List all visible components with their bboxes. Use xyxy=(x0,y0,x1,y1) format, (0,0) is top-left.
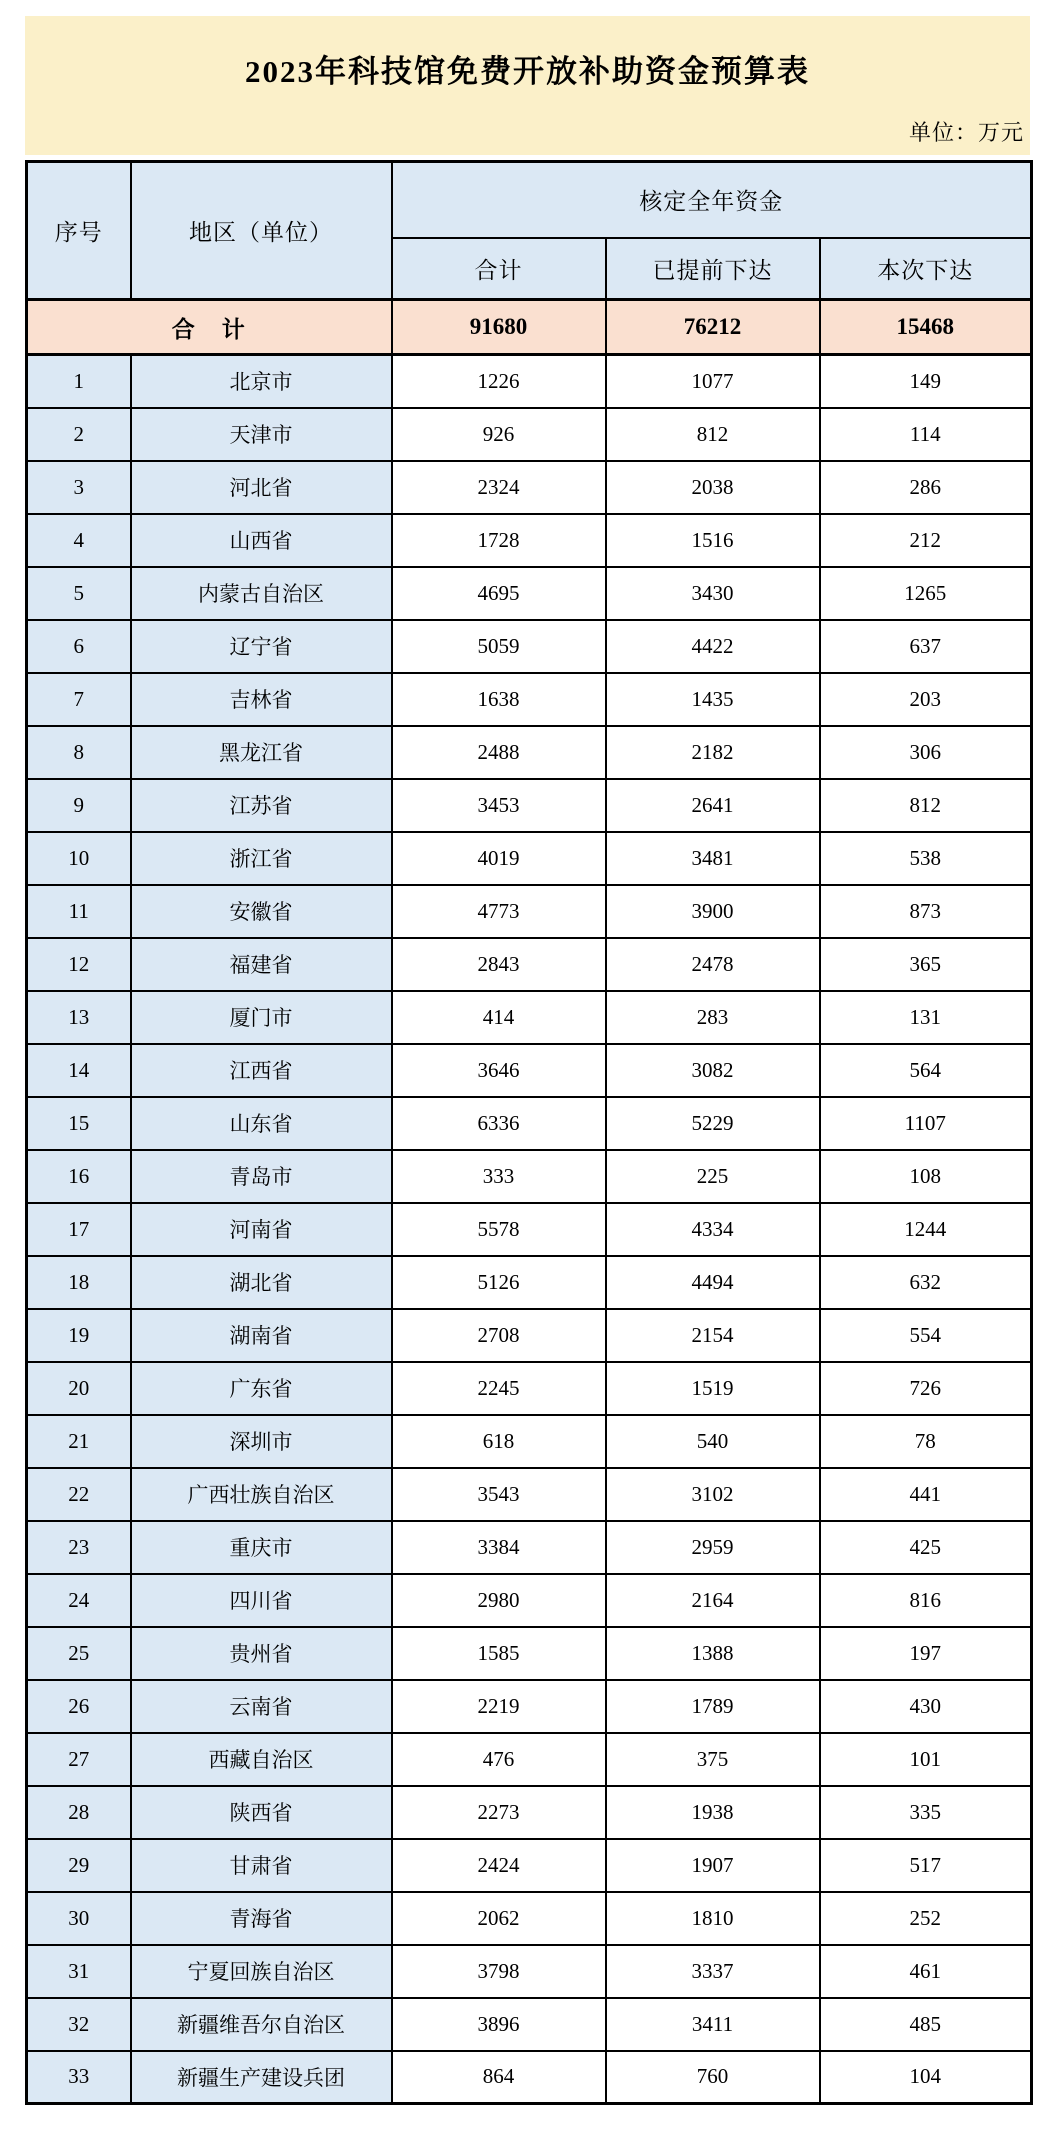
cell-index: 23 xyxy=(27,1521,131,1574)
table-row xyxy=(27,2051,1032,2104)
cell-total: 2843 xyxy=(392,938,606,991)
cell-index: 24 xyxy=(27,1574,131,1627)
table-row xyxy=(27,1786,1032,1839)
table-row xyxy=(27,461,1032,514)
cell-total: 618 xyxy=(392,1415,606,1468)
cell-total: 926 xyxy=(392,408,606,461)
cell-advance: 2478 xyxy=(606,938,820,991)
cell-current: 365 xyxy=(820,938,1032,991)
cell-total: 2062 xyxy=(392,1892,606,1945)
cell-index: 28 xyxy=(27,1786,131,1839)
table-row xyxy=(27,1362,1032,1415)
cell-current: 812 xyxy=(820,779,1032,832)
table-row xyxy=(27,832,1032,885)
cell-current: 335 xyxy=(820,1786,1032,1839)
cell-index: 29 xyxy=(27,1839,131,1892)
cell-current: 554 xyxy=(820,1309,1032,1362)
cell-current: 78 xyxy=(820,1415,1032,1468)
cell-current: 212 xyxy=(820,514,1032,567)
cell-current: 1265 xyxy=(820,567,1032,620)
cell-advance: 1388 xyxy=(606,1627,820,1680)
cell-region: 河北省 xyxy=(131,461,392,514)
cell-current: 425 xyxy=(820,1521,1032,1574)
cell-region: 内蒙古自治区 xyxy=(131,567,392,620)
cell-index: 11 xyxy=(27,885,131,938)
cell-advance: 4494 xyxy=(606,1256,820,1309)
cell-region: 江西省 xyxy=(131,1044,392,1097)
cell-advance: 1516 xyxy=(606,514,820,567)
cell-advance: 3337 xyxy=(606,1945,820,1998)
table-row xyxy=(27,726,1032,779)
cell-index: 10 xyxy=(27,832,131,885)
cell-index: 9 xyxy=(27,779,131,832)
cell-current: 726 xyxy=(820,1362,1032,1415)
cell-current: 637 xyxy=(820,620,1032,673)
cell-region: 青岛市 xyxy=(131,1150,392,1203)
cell-index: 26 xyxy=(27,1680,131,1733)
cell-current: 149 xyxy=(820,355,1032,408)
table-header xyxy=(27,162,1032,300)
cell-advance: 2164 xyxy=(606,1574,820,1627)
cell-advance: 225 xyxy=(606,1150,820,1203)
cell-advance: 3430 xyxy=(606,567,820,620)
cell-region: 云南省 xyxy=(131,1680,392,1733)
cell-region: 浙江省 xyxy=(131,832,392,885)
cell-total: 3453 xyxy=(392,779,606,832)
header-cell-region: 地区（单位） xyxy=(131,162,392,300)
cell-total: 2273 xyxy=(392,1786,606,1839)
total-row-total: 91680 xyxy=(392,300,606,355)
cell-advance: 1435 xyxy=(606,673,820,726)
header-row-top xyxy=(27,162,1032,238)
cell-total: 476 xyxy=(392,1733,606,1786)
cell-index: 2 xyxy=(27,408,131,461)
table-row xyxy=(27,1574,1032,1627)
cell-region: 深圳市 xyxy=(131,1415,392,1468)
budget-table xyxy=(25,160,1033,2105)
cell-advance: 4334 xyxy=(606,1203,820,1256)
cell-index: 33 xyxy=(27,2051,131,2104)
cell-region: 湖北省 xyxy=(131,1256,392,1309)
cell-advance: 4422 xyxy=(606,620,820,673)
cell-index: 8 xyxy=(27,726,131,779)
cell-advance: 1077 xyxy=(606,355,820,408)
cell-total: 2324 xyxy=(392,461,606,514)
title-band xyxy=(25,16,1030,155)
cell-region: 北京市 xyxy=(131,355,392,408)
header-cell-total: 合计 xyxy=(392,238,606,300)
table-row xyxy=(27,1203,1032,1256)
cell-current: 538 xyxy=(820,832,1032,885)
cell-region: 西藏自治区 xyxy=(131,1733,392,1786)
cell-current: 873 xyxy=(820,885,1032,938)
table-row xyxy=(27,673,1032,726)
cell-total: 2245 xyxy=(392,1362,606,1415)
table-row xyxy=(27,1415,1032,1468)
cell-region: 黑龙江省 xyxy=(131,726,392,779)
cell-advance: 283 xyxy=(606,991,820,1044)
cell-region: 广东省 xyxy=(131,1362,392,1415)
table-row xyxy=(27,1309,1032,1362)
cell-current: 252 xyxy=(820,1892,1032,1945)
cell-advance: 3102 xyxy=(606,1468,820,1521)
table-row xyxy=(27,1892,1032,1945)
cell-current: 108 xyxy=(820,1150,1032,1203)
cell-current: 461 xyxy=(820,1945,1032,1998)
cell-advance: 3411 xyxy=(606,1998,820,2051)
cell-region: 江苏省 xyxy=(131,779,392,832)
cell-advance: 3082 xyxy=(606,1044,820,1097)
cell-total: 3798 xyxy=(392,1945,606,1998)
table-row xyxy=(27,1097,1032,1150)
cell-index: 27 xyxy=(27,1733,131,1786)
header-cell-group: 核定全年资金 xyxy=(392,162,1032,238)
cell-region: 山西省 xyxy=(131,514,392,567)
cell-index: 31 xyxy=(27,1945,131,1998)
table-row xyxy=(27,1256,1032,1309)
cell-advance: 2641 xyxy=(606,779,820,832)
table-row xyxy=(27,620,1032,673)
cell-region: 广西壮族自治区 xyxy=(131,1468,392,1521)
cell-total: 2980 xyxy=(392,1574,606,1627)
cell-advance: 540 xyxy=(606,1415,820,1468)
cell-region: 吉林省 xyxy=(131,673,392,726)
cell-current: 104 xyxy=(820,2051,1032,2104)
cell-total: 4773 xyxy=(392,885,606,938)
table-row xyxy=(27,1733,1032,1786)
total-row-current: 15468 xyxy=(820,300,1032,355)
cell-index: 17 xyxy=(27,1203,131,1256)
cell-advance: 1907 xyxy=(606,1839,820,1892)
total-row-advance: 76212 xyxy=(606,300,820,355)
cell-current: 101 xyxy=(820,1733,1032,1786)
cell-advance: 2154 xyxy=(606,1309,820,1362)
cell-region: 河南省 xyxy=(131,1203,392,1256)
cell-current: 114 xyxy=(820,408,1032,461)
header-cell-index: 序号 xyxy=(27,162,131,300)
table-row xyxy=(27,514,1032,567)
cell-current: 1244 xyxy=(820,1203,1032,1256)
cell-index: 15 xyxy=(27,1097,131,1150)
cell-total: 3646 xyxy=(392,1044,606,1097)
cell-current: 131 xyxy=(820,991,1032,1044)
cell-region: 湖南省 xyxy=(131,1309,392,1362)
cell-region: 福建省 xyxy=(131,938,392,991)
cell-advance: 2182 xyxy=(606,726,820,779)
cell-total: 5126 xyxy=(392,1256,606,1309)
cell-total: 333 xyxy=(392,1150,606,1203)
cell-region: 四川省 xyxy=(131,1574,392,1627)
cell-total: 5578 xyxy=(392,1203,606,1256)
cell-total: 2488 xyxy=(392,726,606,779)
cell-advance: 812 xyxy=(606,408,820,461)
cell-total: 5059 xyxy=(392,620,606,673)
cell-advance: 3900 xyxy=(606,885,820,938)
cell-index: 6 xyxy=(27,620,131,673)
cell-current: 441 xyxy=(820,1468,1032,1521)
cell-current: 517 xyxy=(820,1839,1032,1892)
cell-total: 2219 xyxy=(392,1680,606,1733)
cell-total: 414 xyxy=(392,991,606,1044)
cell-index: 21 xyxy=(27,1415,131,1468)
table-row xyxy=(27,408,1032,461)
cell-advance: 1519 xyxy=(606,1362,820,1415)
table-row xyxy=(27,567,1032,620)
cell-current: 306 xyxy=(820,726,1032,779)
cell-region: 新疆维吾尔自治区 xyxy=(131,1998,392,2051)
cell-region: 天津市 xyxy=(131,408,392,461)
cell-total: 3543 xyxy=(392,1468,606,1521)
cell-total: 1638 xyxy=(392,673,606,726)
cell-current: 632 xyxy=(820,1256,1032,1309)
cell-total: 3896 xyxy=(392,1998,606,2051)
cell-index: 16 xyxy=(27,1150,131,1203)
table-body xyxy=(27,300,1032,2104)
cell-total: 1226 xyxy=(392,355,606,408)
cell-index: 14 xyxy=(27,1044,131,1097)
cell-current: 286 xyxy=(820,461,1032,514)
table-row xyxy=(27,1627,1032,1680)
table-row xyxy=(27,1839,1032,1892)
cell-advance: 760 xyxy=(606,2051,820,2104)
table-row xyxy=(27,1998,1032,2051)
table-row xyxy=(27,1521,1032,1574)
cell-advance: 5229 xyxy=(606,1097,820,1150)
cell-index: 13 xyxy=(27,991,131,1044)
cell-index: 19 xyxy=(27,1309,131,1362)
cell-total: 6336 xyxy=(392,1097,606,1150)
total-row xyxy=(27,300,1032,355)
table-row xyxy=(27,1150,1032,1203)
cell-index: 4 xyxy=(27,514,131,567)
cell-current: 203 xyxy=(820,673,1032,726)
cell-index: 3 xyxy=(27,461,131,514)
cell-index: 1 xyxy=(27,355,131,408)
cell-region: 陕西省 xyxy=(131,1786,392,1839)
cell-total: 4695 xyxy=(392,567,606,620)
table-row xyxy=(27,1680,1032,1733)
cell-current: 816 xyxy=(820,1574,1032,1627)
total-row-label: 合 计 xyxy=(27,300,392,355)
cell-total: 4019 xyxy=(392,832,606,885)
cell-index: 25 xyxy=(27,1627,131,1680)
cell-total: 3384 xyxy=(392,1521,606,1574)
cell-region: 辽宁省 xyxy=(131,620,392,673)
cell-current: 197 xyxy=(820,1627,1032,1680)
cell-index: 5 xyxy=(27,567,131,620)
cell-total: 2424 xyxy=(392,1839,606,1892)
cell-total: 1585 xyxy=(392,1627,606,1680)
cell-index: 22 xyxy=(27,1468,131,1521)
cell-index: 7 xyxy=(27,673,131,726)
cell-index: 20 xyxy=(27,1362,131,1415)
table-row xyxy=(27,355,1032,408)
cell-advance: 2959 xyxy=(606,1521,820,1574)
cell-region: 青海省 xyxy=(131,1892,392,1945)
cell-current: 485 xyxy=(820,1998,1032,2051)
cell-advance: 1938 xyxy=(606,1786,820,1839)
cell-current: 1107 xyxy=(820,1097,1032,1150)
cell-total: 864 xyxy=(392,2051,606,2104)
cell-advance: 375 xyxy=(606,1733,820,1786)
table-row xyxy=(27,1468,1032,1521)
cell-region: 安徽省 xyxy=(131,885,392,938)
cell-index: 30 xyxy=(27,1892,131,1945)
table-row xyxy=(27,1945,1032,1998)
cell-index: 32 xyxy=(27,1998,131,2051)
table-row xyxy=(27,938,1032,991)
cell-region: 宁夏回族自治区 xyxy=(131,1945,392,1998)
cell-region: 山东省 xyxy=(131,1097,392,1150)
cell-index: 12 xyxy=(27,938,131,991)
cell-advance: 1789 xyxy=(606,1680,820,1733)
cell-current: 564 xyxy=(820,1044,1032,1097)
cell-current: 430 xyxy=(820,1680,1032,1733)
cell-advance: 1810 xyxy=(606,1892,820,1945)
cell-region: 重庆市 xyxy=(131,1521,392,1574)
table-row xyxy=(27,991,1032,1044)
table-row xyxy=(27,885,1032,938)
header-cell-current: 本次下达 xyxy=(820,238,1032,300)
cell-region: 甘肃省 xyxy=(131,1839,392,1892)
cell-region: 新疆生产建设兵团 xyxy=(131,2051,392,2104)
unit-label: 单位：万元 xyxy=(908,120,1024,145)
page-title: 2023年科技馆免费开放补助资金预算表 xyxy=(245,54,810,89)
cell-region: 厦门市 xyxy=(131,991,392,1044)
cell-total: 2708 xyxy=(392,1309,606,1362)
table-row xyxy=(27,779,1032,832)
cell-advance: 2038 xyxy=(606,461,820,514)
header-cell-advance: 已提前下达 xyxy=(606,238,820,300)
cell-index: 18 xyxy=(27,1256,131,1309)
table-row xyxy=(27,1044,1032,1097)
cell-total: 1728 xyxy=(392,514,606,567)
cell-region: 贵州省 xyxy=(131,1627,392,1680)
cell-advance: 3481 xyxy=(606,832,820,885)
